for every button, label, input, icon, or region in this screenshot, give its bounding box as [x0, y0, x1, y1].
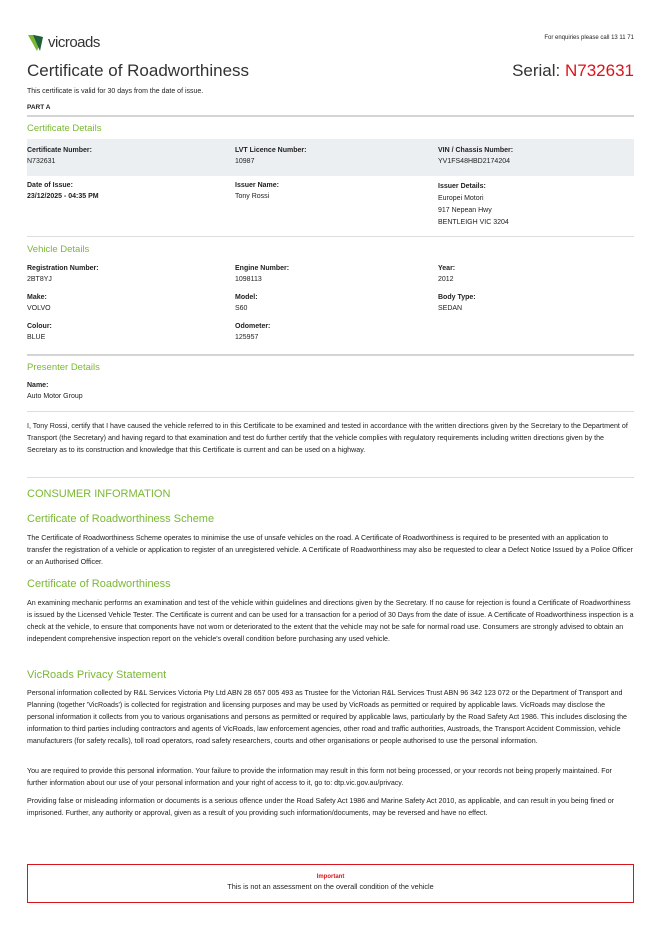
- privacy-heading: VicRoads Privacy Statement: [27, 669, 167, 681]
- odometer-field: Odometer: 125957: [235, 323, 271, 341]
- part-label: PART A: [27, 104, 51, 111]
- privacy-paragraph: Providing false or misleading information or documents is a serious offence under the Road Safety Act 1986 and Marine Safety Act 2010, as applicable, and can result in you being fined or imprisoned. Further, any authority or approval, given as a result of you providing such information/documents, may be reversed and have no effect.: [27, 797, 615, 817]
- divider: [27, 354, 634, 356]
- certificate-number-field: Certificate Number: N732631: [27, 147, 92, 165]
- make-field: Make: VOLVO: [27, 294, 51, 312]
- issuer-details-field: Issuer Details: Europei Motori 917 Nepean Hwy BENTLEIGH VIC 3204: [438, 183, 509, 226]
- divider: [27, 477, 634, 478]
- vehicle-details-heading: Vehicle Details: [27, 244, 90, 255]
- important-notice: [27, 864, 634, 903]
- important-title: Important: [316, 874, 345, 880]
- registration-field: Registration Number: 2BT8YJ: [27, 265, 99, 283]
- vicroads-logo: vicroads: [27, 32, 100, 52]
- divider: [27, 115, 634, 117]
- certificate-details-heading: Certificate Details: [27, 123, 102, 134]
- declaration-text: I, Tony Rossi, certify that I have caused the vehicle referred to in this Certificate to be examined and tested in accordance with the written directions given by the Secretary to the Department of Transport (the Secretary) and having regard to that examination and test do further certify that the vehicle complies with regulatory requirements including written directions given by the Secretary as to its construction and knowledge that this Certificate is current and can be used on a highway.: [27, 422, 628, 454]
- year-field: Year: 2012: [438, 265, 456, 283]
- vin-field: VIN / Chassis Number: YV1FS48HBD2174204: [438, 147, 514, 165]
- serial-number: N732631: [564, 61, 634, 80]
- vicroads-logo-icon: [27, 32, 47, 52]
- lvt-licence-field: LVT Licence Number: 10987: [235, 147, 307, 165]
- enquiries-text: For enquiries please call 13 11 71: [544, 35, 634, 41]
- colour-field: Colour: BLUE: [27, 323, 52, 341]
- divider: [27, 411, 634, 412]
- presenter-details-heading: Presenter Details: [27, 362, 100, 373]
- certificate-heading: Certificate of Roadworthiness: [27, 578, 171, 590]
- body-type-field: Body Type: SEDAN: [438, 294, 476, 312]
- engine-number-field: Engine Number: 1098113: [235, 265, 290, 283]
- validity-note: This certificate is valid for 30 days from the date of issue.: [27, 88, 204, 95]
- privacy-paragraph: Personal information collected by R&L Services Victoria Pty Ltd ABN 28 657 005 493 as Trustee for the Victorian R&L Services Trust ABN 96 342 123 072 or the Department of Transport and Planning (together 'VicRoads') is collected for registration and licensing purposes and may be used by VicRoads as permitted or required by applicable laws. VicRoads may disclose the personal information it collects from you to various organisations and persons as permitted or required by applicable laws, particularly by the Road Safety Act 1986. This includes disclosing the information to third parties including contractors and agents of VicRoads, law enforcement agencies, other road and traffic authorities, Austroads, the Transport Accident Commission, vehicle manufacturers (for safety recalls), toll road operators, road safety researchers, courts and other organisations or people authorised to use the personal information.: [27, 689, 627, 745]
- privacy-paragraph: You are required to provide this personal information. Your failure to provide the information may result in this form not being processed, or your records not being properly maintained. For further information about our use of your personal information and your right of access to it, go to: dtp.vic.gov.au/privacy.: [27, 767, 612, 787]
- certificate-text: An examining mechanic performs an examination and test of the vehicle within guidelines and directions given by the Secretary. If no cause for rejection is found a Certificate of Roadworthiness is issued by the Licensed Vehicle Tester. The Certificate is current and can be used for a transaction for a period of 30 Days from the date of issue. A Certificate of Roadworthiness inspection is a check at the vehicle, to ensure that components have not worn or deteriorated to the extent that the vehicle may not be safe for normal road use. Consumers are strongly advised to obtain an independent comprehensive inspection report on the vehicle's overall condition before purchasing any used vehicle.: [27, 599, 634, 643]
- consumer-information-heading: CONSUMER INFORMATION: [27, 488, 171, 500]
- issuer-name-field: Issuer Name: Tony Rossi: [235, 182, 279, 200]
- presenter-name-field: Name: Auto Motor Group: [27, 382, 83, 400]
- serial: Serial: N732631: [512, 61, 634, 80]
- date-of-issue-field: Date of Issue: 23/12/2025 - 04:35 PM: [27, 182, 99, 200]
- model-field: Model: S60: [235, 294, 258, 312]
- important-message: This is not an assessment on the overall condition of the vehicle: [227, 882, 434, 891]
- scheme-text: The Certificate of Roadworthiness Scheme operates to minimise the use of unsafe vehicles on the road. A Certificate of Roadworthiness is required to be presented with an application to transfer the registration of a vehicle or application to register of an unregistered vehicle. A Certificate of Roadworthiness may also be requested to clear a Defect Notice Issued by a Police Officer or an Authorised Officer.: [27, 534, 633, 566]
- page-title: Certificate of Roadworthiness: [27, 61, 250, 80]
- certificate-band: [27, 139, 634, 176]
- divider: [27, 236, 634, 237]
- scheme-heading: Certificate of Roadworthiness Scheme: [27, 513, 215, 525]
